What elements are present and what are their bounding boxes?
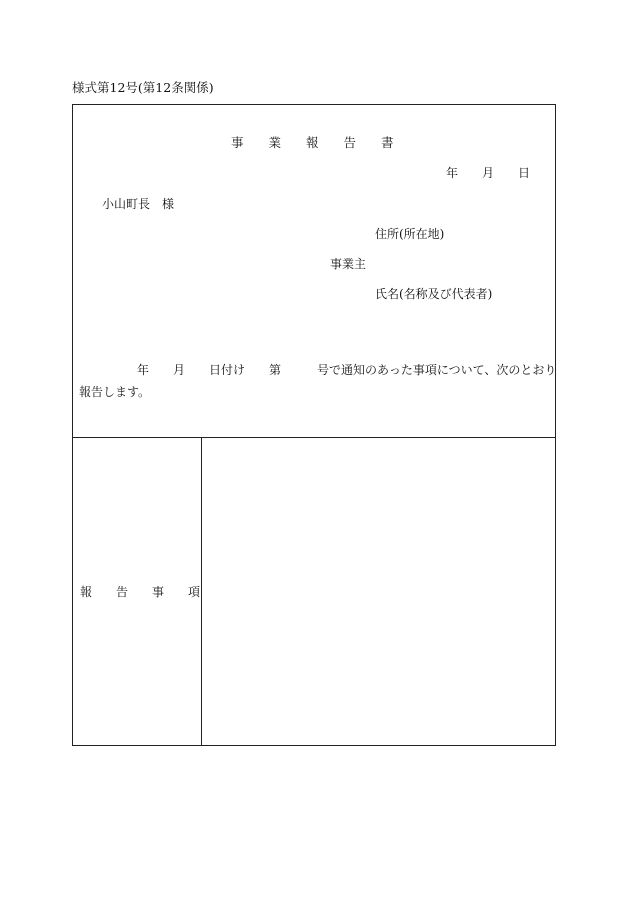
name-label: 氏名(名称及び代表者) — [375, 287, 493, 301]
divider-vertical — [201, 437, 202, 746]
operator-label: 事業主 — [330, 257, 367, 271]
body-text-line2: 報告します。 — [79, 385, 151, 399]
report-items-label: 報 告 事 項 — [80, 585, 201, 599]
form-title: 事 業 報 告 書 — [231, 135, 394, 150]
divider-horizontal — [72, 437, 556, 438]
addressee: 小山町長 様 — [102, 197, 175, 211]
form-number: 様式第12号(第12条関係) — [72, 80, 214, 95]
date-line: 年 月 日 — [446, 166, 531, 180]
address-label: 住所(所在地) — [375, 227, 445, 241]
body-text-line1: 年 月 日付け 第 号で通知のあった事項について、次のとおり — [137, 363, 557, 377]
report-items-content[interactable] — [203, 439, 554, 744]
